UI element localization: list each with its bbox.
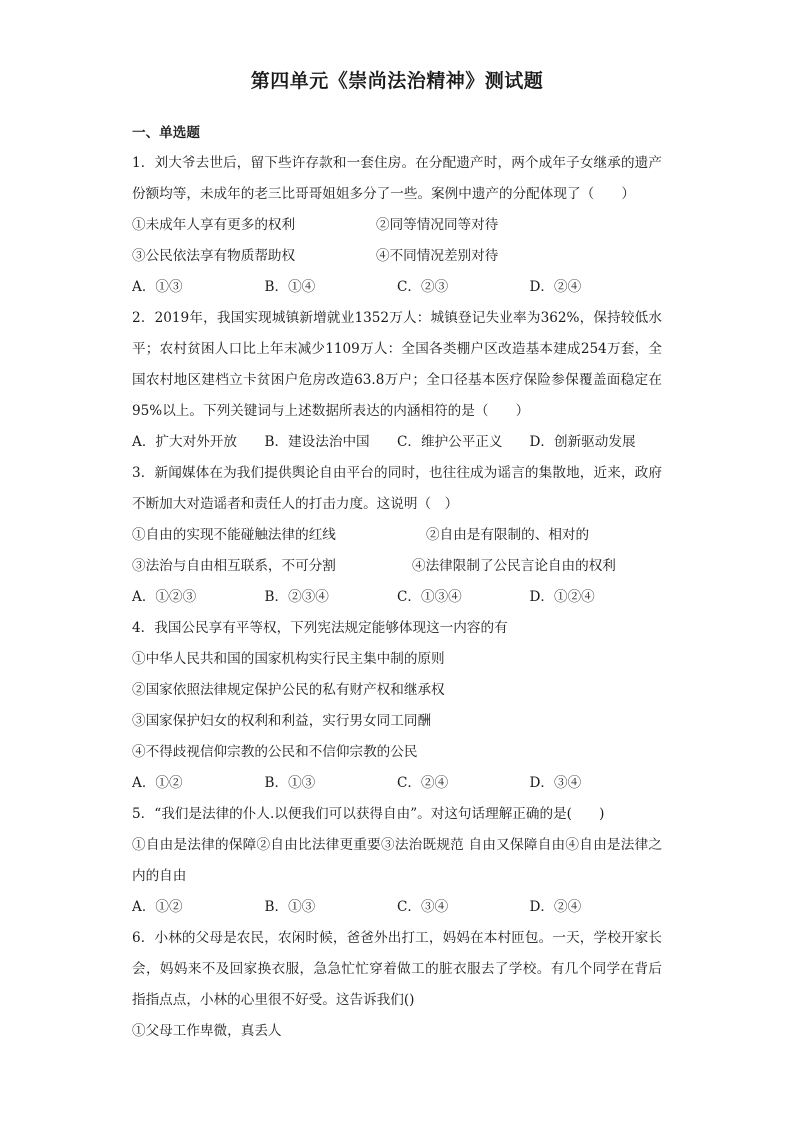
- statement: ④不得歧视信仰宗教的公民和不信仰宗教的公民: [132, 744, 418, 760]
- option-b[interactable]: B．②③④: [264, 589, 329, 605]
- statement: ②国家依照法律规定保护公民的私有财产权和继承权: [132, 682, 445, 698]
- statement: ①中华人民共和国的国家机构实行民主集中制的原则: [132, 651, 445, 667]
- option-b[interactable]: B．①④: [264, 279, 316, 295]
- section-heading: 一、单选题: [132, 125, 200, 141]
- statement-row: [132, 241, 662, 272]
- statement: ③国家保护妇女的权利和利益，实行男女同工同酬: [132, 713, 432, 729]
- question-4: [132, 613, 662, 799]
- statement: ①自由是法律的保障②自由比法律更重要③法治既规范 自由又保障自由④自由是法律之内的自由: [132, 837, 662, 884]
- option-a[interactable]: A．扩大对外开放: [132, 434, 237, 450]
- statement: ①父母工作卑微，真丢人: [132, 1023, 282, 1039]
- statement-row: [132, 210, 662, 241]
- question-text: 6．小林的父母是农民，农闲时候，爸爸外出打工，妈妈在本村匝包。一天，学校开家长会，妈妈来不及回家换衣服，急急忙忙穿着做工的脏衣服去了学校。有几个同学在背后指指点点，小林的心里很不好受。这告诉我们(): [132, 930, 662, 1008]
- option-b[interactable]: B．建设法治中国: [264, 434, 370, 450]
- page-title: 第四单元《崇尚法治精神》测试题: [250, 70, 544, 92]
- option-d[interactable]: D．①②④: [529, 589, 595, 605]
- option-a[interactable]: A．①②: [132, 775, 183, 791]
- answer-options: [132, 892, 662, 923]
- answer-options: [132, 768, 662, 799]
- option-c[interactable]: C．③④: [397, 899, 449, 915]
- statement: ②同等情况同等对待: [376, 217, 499, 233]
- answer-options: [132, 582, 662, 613]
- option-c[interactable]: C．②④: [397, 775, 449, 791]
- option-d[interactable]: D．②④: [529, 279, 582, 295]
- option-a[interactable]: A．①②: [132, 899, 183, 915]
- option-d[interactable]: D．创新驱动发展: [529, 434, 636, 450]
- question-text: 2．2019年，我国实现城镇新增就业1352万人：城镇登记失业率为362%，保持较低水平；农村贫困人口比上年末减少1109万人：全国各类棚户区改造基本建成254万套，全国农村地区建档立卡贫困户危房改造63.8万户；全口径基本医疗保险参保覆盖面稳定在95%以上。下列关键词与上述数据所表达的内涵相符的是（ ）: [132, 310, 662, 419]
- option-c[interactable]: C．①③④: [397, 589, 462, 605]
- statement: ①自由的实现不能碰触法律的红线: [132, 527, 336, 543]
- option-a[interactable]: A．①②③: [132, 589, 197, 605]
- statement-row: [132, 520, 662, 551]
- option-c[interactable]: C．②③: [397, 279, 449, 295]
- option-c[interactable]: C．维护公平正义: [397, 434, 503, 450]
- question-6: [132, 923, 662, 1047]
- option-a[interactable]: A．①③: [132, 279, 183, 295]
- question-3: [132, 458, 662, 613]
- option-b[interactable]: B．①③: [264, 775, 316, 791]
- answer-options: [132, 272, 662, 303]
- document-body: [132, 120, 662, 1047]
- statement: ②自由是有限制的、相对的: [426, 527, 590, 543]
- question-5: [132, 799, 662, 923]
- option-d[interactable]: D．②④: [529, 899, 582, 915]
- question-text: 5．“我们是法律的仆人.以便我们可以获得自由”。对这句话理解正确的是( ): [132, 806, 605, 822]
- answer-options: [132, 427, 662, 458]
- question-text: 3．新闻媒体在为我们提供舆论自由平台的同时，也往往成为谣言的集散地，近来，政府不断加大对造谣者和责任人的打击力度。这说明（ ）: [132, 465, 662, 512]
- question-2: [132, 303, 662, 458]
- statement: ④法律限制了公民言论自由的权利: [412, 558, 616, 574]
- statement-row: [132, 551, 662, 582]
- statement: ③公民依法享有物质帮助权: [132, 248, 296, 264]
- option-b[interactable]: B．①③: [264, 899, 316, 915]
- question-text: 4．我国公民享有平等权，下列宪法规定能够体现这一内容的有: [132, 620, 508, 636]
- question-1: [132, 148, 662, 303]
- statement: ①未成年人享有更多的权利: [132, 217, 296, 233]
- statement: ④不同情况差别对待: [376, 248, 499, 264]
- statement: ③法治与自由相互联系，不可分割: [132, 558, 336, 574]
- option-d[interactable]: D．③④: [529, 775, 582, 791]
- question-text: 1．刘大爷去世后，留下些许存款和一套住房。在分配遗产时，两个成年子女继承的遗产份额均等，未成年的老三比哥哥姐姐多分了一些。案例中遗产的分配体现了（ ）: [132, 155, 662, 202]
